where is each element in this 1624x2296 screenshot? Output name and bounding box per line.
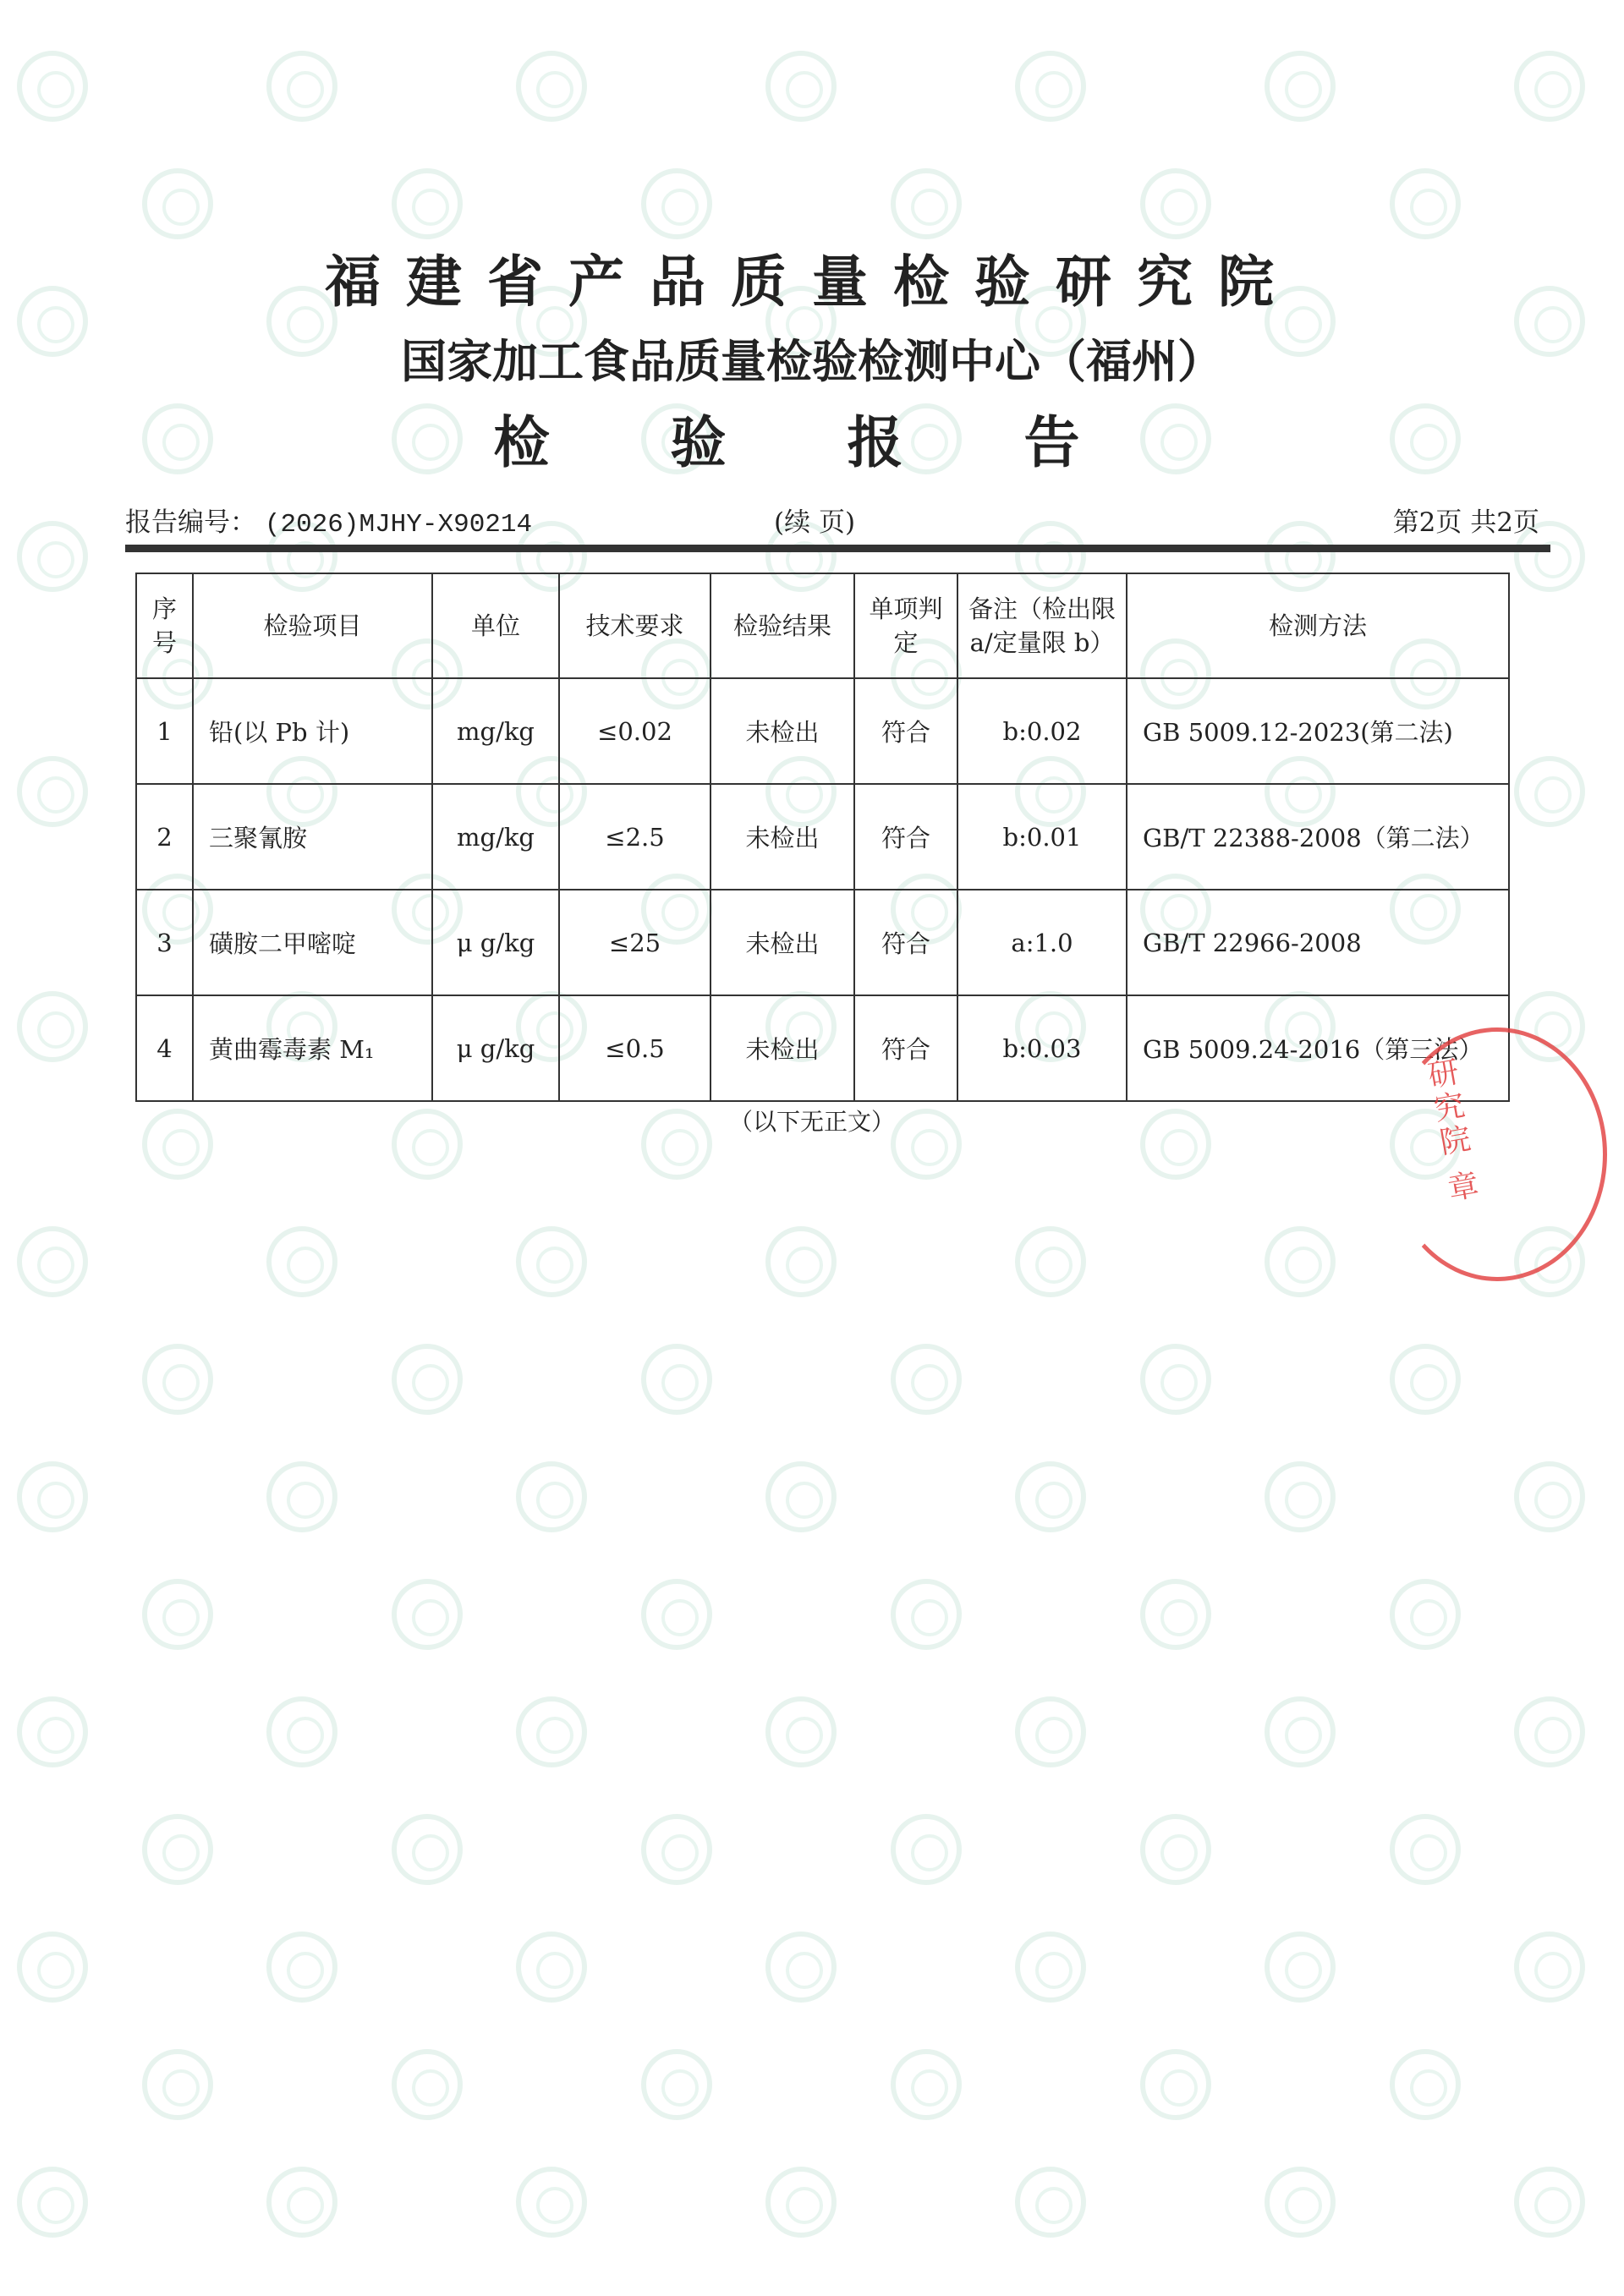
watermark-logo-icon (392, 168, 463, 239)
table-cell: 1 (136, 678, 193, 784)
table-cell: 2 (136, 784, 193, 890)
watermark-logo-icon (1265, 51, 1336, 122)
table-cell: a:1.0 (957, 890, 1127, 995)
column-header: 备注（检出限 a/定量限 b） (957, 573, 1127, 678)
watermark-logo-icon (765, 51, 837, 122)
table-cell: GB 5009.24-2016（第三法） (1127, 995, 1509, 1101)
column-header: 检验结果 (710, 573, 854, 678)
watermark-logo-icon (142, 1344, 213, 1415)
table-cell: mg/kg (432, 678, 559, 784)
report-title: 检 验 报 告 (493, 410, 1131, 475)
watermark-logo-icon (1265, 1226, 1336, 1297)
watermark-logo-icon (1015, 1696, 1086, 1767)
table-cell: mg/kg (432, 784, 559, 890)
table-cell: GB/T 22388-2008（第二法） (1127, 784, 1509, 890)
results-table (135, 573, 1510, 1102)
table-row (136, 890, 1509, 995)
watermark-logo-icon (17, 1696, 88, 1767)
watermark-logo-icon (392, 1344, 463, 1415)
watermark-logo-icon (641, 1579, 712, 1650)
watermark-logo-icon (641, 168, 712, 239)
table-cell: 未检出 (710, 784, 854, 890)
watermark-logo-icon (516, 1226, 587, 1297)
watermark-logo-icon (765, 1696, 837, 1767)
watermark-logo-icon (1140, 2049, 1211, 2120)
watermark-logo-icon (17, 1226, 88, 1297)
column-header: 单项判定 (854, 573, 957, 678)
watermark-logo-icon (1015, 1932, 1086, 2003)
watermark-logo-icon (891, 168, 962, 239)
watermark-logo-icon (1514, 756, 1585, 827)
table-cell: 黄曲霉毒素 M₁ (193, 995, 432, 1101)
watermark-logo-icon (1265, 1932, 1336, 2003)
page-indicator: 第2页 共2页 (1392, 507, 1539, 538)
watermark-logo-icon (266, 51, 337, 122)
watermark-logo-icon (1140, 168, 1211, 239)
report-number (125, 501, 532, 540)
table-row (136, 678, 1509, 784)
column-header: 检测方法 (1127, 573, 1509, 678)
watermark-logo-icon (17, 756, 88, 827)
watermark-logo-icon (17, 991, 88, 1062)
header-rule (125, 545, 1550, 552)
watermark-logo-icon (516, 2167, 587, 2238)
report-number-value: (2026)MJHY-X90214 (264, 510, 533, 540)
watermark-logo-icon (891, 1814, 962, 1885)
watermark-logo-icon (1015, 1226, 1086, 1297)
watermark-logo-icon (1015, 51, 1086, 122)
watermark-logo-icon (1015, 1461, 1086, 1532)
column-header: 单位 (432, 573, 559, 678)
watermark-logo-icon (266, 1932, 337, 2003)
watermark-logo-icon (1140, 1344, 1211, 1415)
watermark-logo-icon (17, 1932, 88, 2003)
watermark-logo-icon (891, 2049, 962, 2120)
table-cell: b:0.01 (957, 784, 1127, 890)
table-cell: 三聚氰胺 (193, 784, 432, 890)
table-row (136, 784, 1509, 890)
watermark-logo-icon (1390, 1579, 1461, 1650)
table-cell: μ g/kg (432, 995, 559, 1101)
table-cell: b:0.02 (957, 678, 1127, 784)
watermark-logo-icon (891, 1344, 962, 1415)
table-cell: 未检出 (710, 678, 854, 784)
watermark-logo-icon (891, 1579, 962, 1650)
watermark-logo-icon (1390, 2049, 1461, 2120)
watermark-logo-icon (516, 51, 587, 122)
watermark-logo-icon (17, 1461, 88, 1532)
column-header: 序号 (136, 573, 193, 678)
continuation-label: (续 页) (774, 507, 856, 538)
watermark-logo-icon (1514, 2167, 1585, 2238)
watermark-logo-icon (1514, 1696, 1585, 1767)
watermark-logo-icon (1514, 1461, 1585, 1532)
table-cell: μ g/kg (432, 890, 559, 995)
watermark-logo-icon (266, 1461, 337, 1532)
watermark-logo-icon (1140, 1814, 1211, 1885)
table-cell: 未检出 (710, 890, 854, 995)
table-cell: 3 (136, 890, 193, 995)
watermark-logo-icon (1390, 1814, 1461, 1885)
table-row (136, 995, 1509, 1101)
watermark-logo-icon (17, 521, 88, 592)
watermark-logo-icon (17, 51, 88, 122)
watermark-logo-icon (1390, 1344, 1461, 1415)
table-cell: ≤0.02 (559, 678, 710, 784)
watermark-logo-icon (142, 1814, 213, 1885)
watermark-logo-icon (1015, 2167, 1086, 2238)
watermark-logo-icon (765, 1932, 837, 2003)
watermark-logo-icon (765, 1461, 837, 1532)
report-number-label: 报告编号： (125, 507, 256, 538)
watermark-logo-icon (1265, 1696, 1336, 1767)
table-cell: 符合 (854, 784, 957, 890)
watermark-logo-icon (516, 1461, 587, 1532)
watermark-logo-icon (1514, 1932, 1585, 2003)
watermark-logo-icon (1140, 1579, 1211, 1650)
watermark-logo-icon (765, 1226, 837, 1297)
watermark-logo-icon (142, 168, 213, 239)
watermark-logo-icon (392, 1579, 463, 1650)
watermark-logo-icon (1390, 168, 1461, 239)
table-cell: 磺胺二甲嘧啶 (193, 890, 432, 995)
column-header: 检验项目 (193, 573, 432, 678)
watermark-logo-icon (266, 2167, 337, 2238)
table-cell: ≤0.5 (559, 995, 710, 1101)
table-cell: 符合 (854, 678, 957, 784)
watermark-logo-icon (392, 1814, 463, 1885)
table-cell: 符合 (854, 995, 957, 1101)
stamp-text: 研究院 章 (1421, 1055, 1481, 1208)
watermark-logo-icon (266, 1226, 337, 1297)
table-cell: 符合 (854, 890, 957, 995)
table-cell: ≤2.5 (559, 784, 710, 890)
watermark-logo-icon (516, 1932, 587, 2003)
institute-name: 福建省产品质量检验研究院 (325, 249, 1299, 315)
watermark-logo-icon (641, 1344, 712, 1415)
watermark-logo-icon (1265, 1461, 1336, 1532)
watermark-logo-icon (1265, 2167, 1336, 2238)
watermark-logo-icon (266, 1696, 337, 1767)
watermark-logo-icon (516, 1696, 587, 1767)
end-note: （以下无正文） (728, 1108, 895, 1136)
table-cell: GB 5009.12-2023(第二法) (1127, 678, 1509, 784)
table-header-row (136, 573, 1509, 678)
table-cell: ≤25 (559, 890, 710, 995)
table-cell: 铅(以 Pb 计) (193, 678, 432, 784)
watermark-logo-icon (142, 2049, 213, 2120)
table-cell: b:0.03 (957, 995, 1127, 1101)
watermark-logo-icon (641, 1814, 712, 1885)
table-cell: 未检出 (710, 995, 854, 1101)
watermark-logo-icon (641, 2049, 712, 2120)
watermark-logo-icon (392, 2049, 463, 2120)
center-name: 国家加工食品质量检验检测中心（福州） (401, 335, 1223, 388)
watermark-logo-icon (765, 2167, 837, 2238)
table-cell: GB/T 22966-2008 (1127, 890, 1509, 995)
table-cell: 4 (136, 995, 193, 1101)
column-header: 技术要求 (559, 573, 710, 678)
watermark-logo-icon (142, 1579, 213, 1650)
watermark-logo-icon (1514, 51, 1585, 122)
watermark-logo-icon (17, 2167, 88, 2238)
